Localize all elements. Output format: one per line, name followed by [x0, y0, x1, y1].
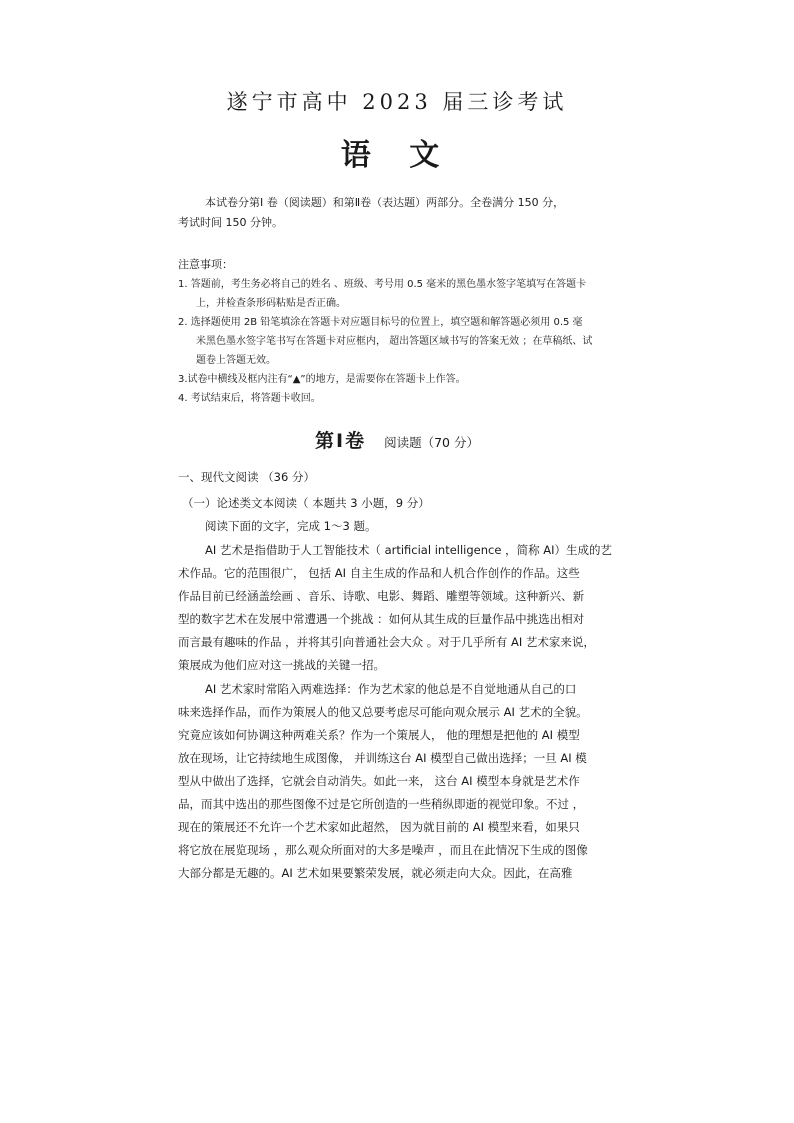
section-header	[0, 426, 794, 453]
exam-title: 遂宁市高中 2023 届三诊考试	[226, 90, 568, 114]
note-line: 米黑色墨水签字笔书写在答题卡对应框内， 超出答题区域书写的答案无效 ；在草稿纸、试	[196, 336, 593, 347]
passage-line: 型的数字艺术在发展中常遭遇一个挑战 ：如何从其生成的巨量作品中挑选出相对	[178, 612, 585, 626]
intro-line-2: 考试时间 150 分钟。	[178, 216, 283, 229]
passage-line: 究竟应该如何协调这种两难关系？作为一个策展人， 他的理想是把他的 AI 模型	[178, 728, 580, 742]
passage-line: 术作品。它的范围很广， 包括 AI 自主生成的作品和人机合作创作的作品。这些	[178, 566, 580, 580]
passage-line: 味来选择作品，而作为策展人的他又总要考虑尽可能向观众展示 AI 艺术的全貌。	[178, 705, 588, 719]
subpart-heading: （一）论述类文本阅读（ 本题共 3 小题，9 分）	[182, 496, 430, 510]
part-heading: 一、现代文阅读 （36 分）	[178, 470, 315, 484]
passage-line: 现在的策展还不允许一个艺术家如此超然， 因为就目前的 AI 模型来看，如果只	[178, 820, 580, 834]
passage-line: 将它放在展览现场 ，那么观众所面对的大多是噪声 ，而且在此情况下生成的图像	[178, 843, 588, 857]
passage-line: 而言最有趣味的作品 ，并将其引向普通社会大众 。对于几乎所有 AI 艺术家来说，	[178, 635, 595, 649]
subject-title: 语 文	[340, 138, 454, 173]
notes-heading: 注意事项：	[178, 258, 233, 271]
passage-line: AI 艺术家时常陷入两难选择：作为艺术家的他总是不自觉地通从自己的口	[205, 682, 577, 696]
passage-line: AI 艺术是指借助于人工智能技术（ artificial intelligence ，简称 AI）生成的艺	[205, 543, 612, 557]
passage-line: 型从中做出了选择，它就会自动消失。如此一来， 这台 AI 模型本身就是艺术作	[178, 774, 580, 788]
passage-line: 策展成为他们应对这一挑战的关键一招。	[178, 658, 385, 672]
intro-line-1: 本试卷分第Ⅰ 卷（阅读题）和第Ⅱ卷（表达题）两部分。全卷满分 150 分，	[205, 196, 565, 209]
note-line: 4. 考试结束后，将答题卡收回。	[178, 393, 321, 404]
section-title: 第Ⅰ卷	[315, 430, 367, 452]
passage-instruction: 阅读下面的文字，完成 1～3 题。	[205, 519, 377, 533]
passage-line: 作品目前已经涵盖绘画 、音乐、诗歌、电影、舞蹈、雕塑等领域。这种新兴、新	[178, 589, 585, 603]
passage-line: 大部分都是无趣的。AI 艺术如果要繁荣发展，就必须走向大众。因此，在高雅	[178, 866, 573, 880]
note-line: 1. 答题前，考生务必将自己的姓名 、班级、考号用 0.5 毫米的黑色墨水签字笔填写在答题卡	[178, 279, 587, 290]
note-line: 3.试卷中横线及框内注有“▲”的地方，是需要你在答题卡上作答。	[178, 374, 466, 385]
passage-line: 放在现场，让它持续地生成图像， 并训练这台 AI 模型自己做出选择；一旦 AI 模	[178, 751, 587, 765]
note-line: 2. 选择题使用 2B 铅笔填涂在答题卡对应题目标号的位置上，填空题和解答题必须用 0.5 毫	[178, 317, 583, 328]
passage-line: 品，而其中选出的那些图像不过是它所创造的一些稍纵即逝的视觉印象。不过 ，	[178, 797, 585, 811]
note-line: 上，并检查条形码粘贴是否正确。	[196, 298, 346, 309]
note-line: 题卷上答题无效。	[196, 355, 276, 366]
section-subtitle: 阅读题（70 分）	[384, 435, 479, 450]
